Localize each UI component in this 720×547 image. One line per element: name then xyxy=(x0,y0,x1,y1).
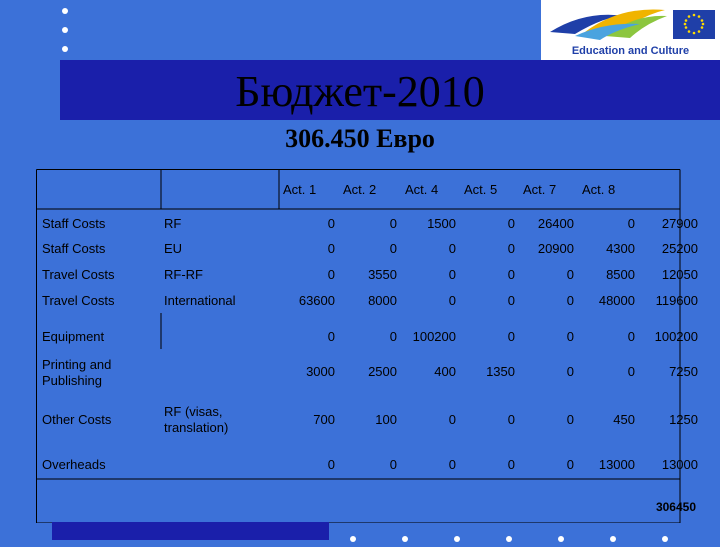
row-detail: RF-RF xyxy=(164,267,203,282)
table-cell-value: 450 xyxy=(613,412,635,427)
bullet-dot xyxy=(558,536,564,542)
table-cell-value: 0 xyxy=(507,329,515,344)
row-category: Equipment xyxy=(42,329,105,344)
bullet-dot xyxy=(662,536,668,542)
column-header: Act. 7 xyxy=(523,182,557,197)
row-category: Travel Costs xyxy=(42,267,115,282)
table-cell-value: 1350 xyxy=(486,364,515,379)
table-cell-value: 100 xyxy=(375,412,397,427)
table-cell-value: 0 xyxy=(566,364,574,379)
bullet-dot xyxy=(62,27,68,33)
table-cell-value: 3550 xyxy=(368,267,397,282)
table-cell-value: 0 xyxy=(389,457,397,472)
table-cell-value: 1250 xyxy=(669,412,698,427)
bottom-band xyxy=(52,522,329,540)
table-cell-value: 0 xyxy=(627,216,635,231)
row-category: Printing and Publishing xyxy=(42,357,112,388)
table-cell-value: 400 xyxy=(434,364,456,379)
table-cell-value: 20900 xyxy=(537,241,574,256)
column-header: Act. 2 xyxy=(343,182,377,197)
logo-text: Education and Culture xyxy=(571,45,690,57)
table-cell-value: 13000 xyxy=(598,457,635,472)
table-cell-value: 0 xyxy=(448,457,456,472)
table-cell-value: 0 xyxy=(448,267,456,282)
page-title: Бюджет-2010 xyxy=(235,67,485,116)
page-subtitle: 306.450 Евро xyxy=(285,124,435,153)
table-cell-value: 0 xyxy=(448,241,456,256)
table-cell-value: 4300 xyxy=(606,241,635,256)
table-cell-value: 0 xyxy=(627,329,635,344)
table-cell-value: 100200 xyxy=(412,329,456,344)
table-cell-value: 8000 xyxy=(368,293,397,308)
column-header: Act. 5 xyxy=(464,182,498,197)
table-cell-value: 8500 xyxy=(606,267,635,282)
table-cell-value: 0 xyxy=(507,293,515,308)
table-cell-value: 0 xyxy=(507,267,515,282)
row-category: Staff Costs xyxy=(42,241,106,256)
table-cell-value: 0 xyxy=(566,293,574,308)
table-cell-value: 26400 xyxy=(537,216,574,231)
education-culture-logo xyxy=(541,0,720,68)
row-detail: International xyxy=(164,293,236,308)
bullet-dot xyxy=(454,536,460,542)
table-cell-value: 0 xyxy=(327,329,335,344)
table-cell-value: 27900 xyxy=(661,216,698,231)
table-cell-value: 0 xyxy=(448,293,456,308)
row-category: Travel Costs xyxy=(42,293,115,308)
column-header: Act. 1 xyxy=(283,182,317,197)
table-cell-value: 0 xyxy=(327,267,335,282)
table-cell-value: 3000 xyxy=(306,364,335,379)
table-cell-value: 2500 xyxy=(368,364,397,379)
table-cell-value: 0 xyxy=(566,412,574,427)
row-category: Staff Costs xyxy=(42,216,106,231)
table-cell-value: 0 xyxy=(389,241,397,256)
table-cell-value: 1500 xyxy=(427,216,456,231)
bullet-dot xyxy=(402,536,408,542)
row-detail: EU xyxy=(164,241,183,256)
table-cell-value: 0 xyxy=(327,216,335,231)
table-cell-value: 25200 xyxy=(661,241,698,256)
table-cell-value: 12050 xyxy=(661,267,698,282)
table-cell-value: 0 xyxy=(327,457,335,472)
table-cell-value: 0 xyxy=(507,216,515,231)
column-header: Act. 8 xyxy=(582,182,616,197)
table-cell-value: 119600 xyxy=(655,293,698,308)
table-cell-value: 0 xyxy=(507,457,515,472)
row-detail: RF xyxy=(164,216,182,231)
table-cell-value: 700 xyxy=(313,412,335,427)
top-left-bullets xyxy=(62,8,68,65)
table-cell-value: 48000 xyxy=(598,293,635,308)
table-cell-value: 13000 xyxy=(661,457,698,472)
table-cell-value: 0 xyxy=(566,267,574,282)
row-detail: RF (visas, translation) xyxy=(164,404,229,435)
bottom-bullets xyxy=(350,529,714,547)
table-cell-value: 0 xyxy=(507,412,515,427)
table-cell-value: 63600 xyxy=(298,293,335,308)
table-cell-value: 0 xyxy=(627,364,635,379)
table-cell-value: 0 xyxy=(389,216,397,231)
table-cell-value: 100200 xyxy=(654,329,698,344)
column-header: Act. 4 xyxy=(405,182,439,197)
bullet-dot xyxy=(610,536,616,542)
grand-total: 306450 xyxy=(655,500,696,514)
bullet-dot xyxy=(350,536,356,542)
table-cell-value: 0 xyxy=(389,329,397,344)
row-category: Other Costs xyxy=(42,412,112,427)
row-category: Overheads xyxy=(42,457,106,472)
table-cell-value: 7250 xyxy=(669,364,698,379)
table-cell-value: 0 xyxy=(566,329,574,344)
bullet-dot xyxy=(62,46,68,52)
eu-flag-icon xyxy=(673,10,715,39)
table-cell-value: 0 xyxy=(327,241,335,256)
table-cell-value: 0 xyxy=(507,241,515,256)
table-cell-value: 0 xyxy=(448,412,456,427)
bullet-dot xyxy=(62,8,68,14)
bullet-dot xyxy=(506,536,512,542)
swoosh-icon xyxy=(545,2,670,44)
table-cell-value: 0 xyxy=(566,457,574,472)
